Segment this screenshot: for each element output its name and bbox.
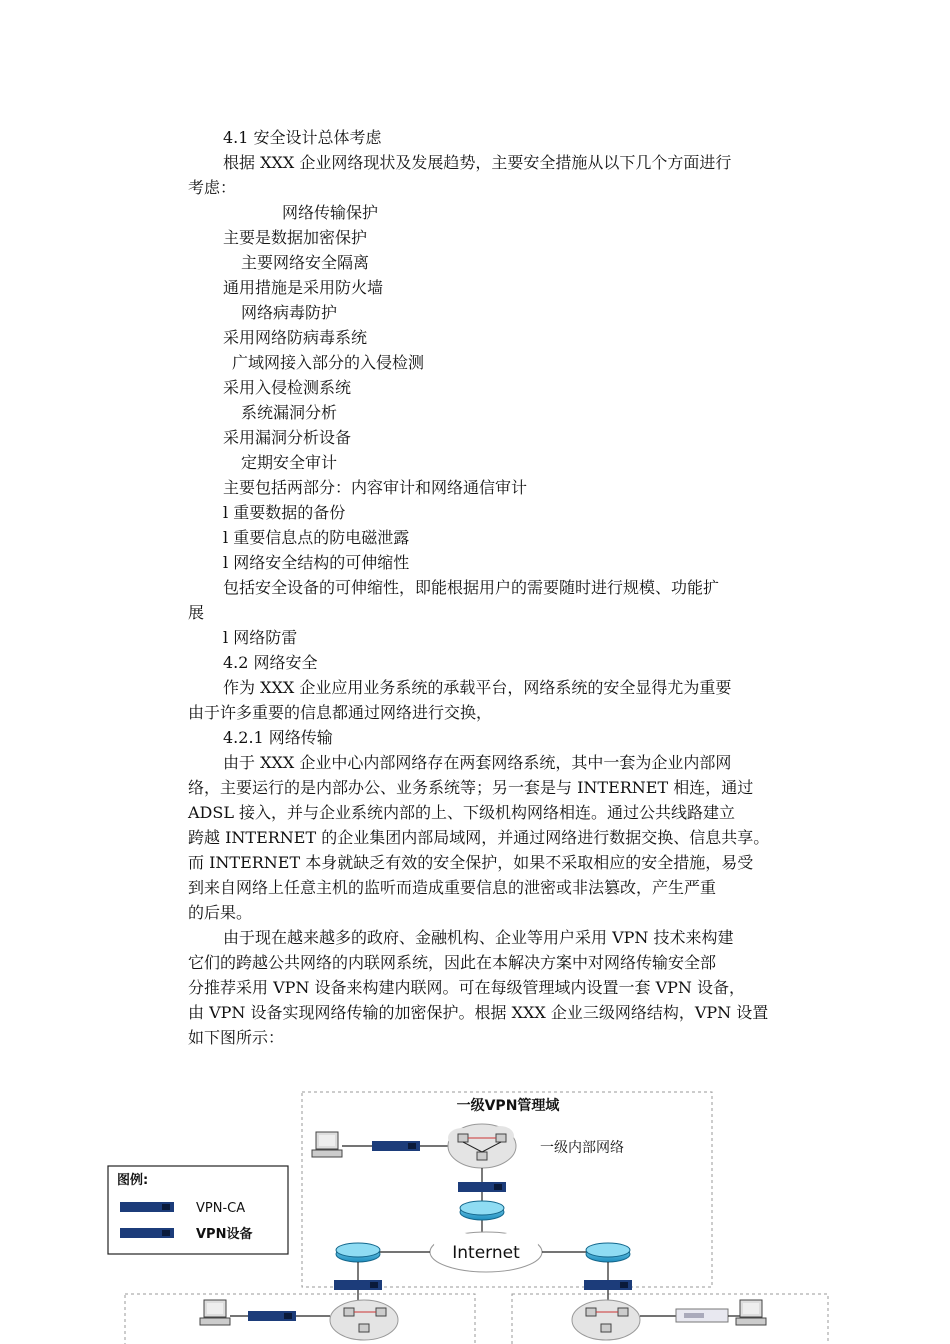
- vpn-domain-box-right: [512, 1294, 828, 1344]
- vpn-ca-icon: [458, 1182, 506, 1192]
- computer-icon: [736, 1300, 766, 1325]
- paragraph-line: 由于 XXX 企业中心内部网络存在两套网络系统，其中一套为企业内部网: [223, 753, 732, 772]
- bullet-item: l 网络安全结构的可伸缩性: [223, 553, 410, 572]
- domain-title: 一级VPN管理域: [456, 1098, 560, 1114]
- heading-4-2-1: 4.2.1 网络传输: [223, 728, 333, 747]
- list-item: 主要包括两部分：内容审计和网络通信审计: [223, 478, 528, 497]
- paragraph-line: 展: [188, 603, 205, 622]
- cloud-icon: [330, 1300, 398, 1340]
- paragraph-line: 络，主要运行的是内部办公、业务系统等；另一套是与 INTERNET 相连，通过: [188, 778, 754, 797]
- list-item: 采用网络防病毒系统: [223, 328, 368, 347]
- router-icon: [460, 1201, 504, 1220]
- vpn-domain-box-left: [125, 1294, 475, 1344]
- list-item: 主要是数据加密保护: [223, 228, 368, 247]
- list-item: 采用漏洞分析设备: [223, 428, 352, 447]
- list-item: 广域网接入部分的入侵检测: [232, 353, 425, 372]
- legend-vpn-device: VPN设备: [196, 1227, 253, 1242]
- paragraph-line: 根据 XXX 企业网络现状及发展趋势，主要安全措施从以下几个方面进行: [223, 153, 732, 172]
- vpn-device-icon: [248, 1311, 296, 1321]
- paragraph-line: 由 VPN 设备实现网络传输的加密保护。根据 XXX 企业三级网络结构，VPN 设置: [188, 1003, 769, 1022]
- list-item: 采用入侵检测系统: [223, 378, 352, 397]
- paragraph-line: 由于现在越来越多的政府、金融机构、企业等用户采用 VPN 技术来构建: [223, 928, 734, 947]
- bullet-item: l 重要数据的备份: [223, 503, 346, 522]
- router-icon: [336, 1243, 380, 1262]
- legend-vpn-ca: VPN-CA: [196, 1201, 246, 1216]
- internet-label: Internet: [452, 1243, 520, 1263]
- router-icon: [586, 1243, 630, 1262]
- paragraph-line: 分推荐采用 VPN 设备来构建内联网。可在每级管理域内设置一套 VPN 设备，: [188, 978, 745, 997]
- paragraph-line: 跨越 INTERNET 的企业集团内部局域网，并通过网络进行数据交换、信息共享。: [188, 828, 770, 847]
- list-item: 通用措施是采用防火墙: [223, 278, 384, 297]
- vpn-device-icon: [372, 1141, 420, 1151]
- list-item: 系统漏洞分析: [241, 403, 338, 422]
- bullet-item: l 网络防雷: [223, 628, 298, 647]
- vpn-network-diagram: [0, 1080, 950, 1344]
- paragraph-line: 而 INTERNET 本身就缺乏有效的安全保护，如果不采取相应的安全措施，易受: [188, 853, 754, 872]
- list-item: 定期安全审计: [241, 453, 338, 472]
- heading-4-2: 4.2 网络安全: [223, 653, 318, 672]
- paragraph-line: 考虑：: [188, 178, 237, 197]
- computer-icon: [200, 1300, 230, 1325]
- bullet-item: l 重要信息点的防电磁泄露: [223, 528, 410, 547]
- vpn-device-icon: [334, 1280, 382, 1290]
- heading-4-1: 4.1 安全设计总体考虑: [223, 128, 382, 147]
- server-icon: [676, 1309, 728, 1322]
- paragraph-line: 作为 XXX 企业应用业务系统的承载平台，网络系统的安全显得尤为重要: [223, 678, 732, 697]
- paragraph-line: 如下图所示：: [188, 1028, 285, 1047]
- list-item: 网络传输保护: [282, 203, 379, 222]
- vpn-device-icon: [584, 1280, 632, 1290]
- paragraph-line: 它们的跨越公共网络的内联网系统，因此在本解决方案中对网络传输安全部: [188, 953, 717, 972]
- legend-title: 图例:: [117, 1173, 149, 1188]
- paragraph-line: ADSL 接入，并与企业系统内部的上、下级机构网络相连。通过公共线路建立: [188, 803, 736, 822]
- paragraph-line: 由于许多重要的信息都通过网络进行交换，: [188, 703, 493, 722]
- list-item: 主要网络安全隔离: [241, 253, 370, 272]
- paragraph-line: 的后果。: [188, 903, 253, 922]
- paragraph-line: 到来自网络上任意主机的监听而造成重要信息的泄密或非法篡改，产生严重: [188, 878, 717, 897]
- cloud-icon: [448, 1124, 516, 1168]
- list-item: 网络病毒防护: [241, 303, 338, 322]
- internal-network-label: 一级内部网络: [540, 1140, 624, 1156]
- paragraph-line: 包括安全设备的可伸缩性，即能根据用户的需要随时进行规模、功能扩: [223, 578, 720, 597]
- cloud-icon: [572, 1300, 640, 1340]
- computer-icon: [312, 1132, 342, 1157]
